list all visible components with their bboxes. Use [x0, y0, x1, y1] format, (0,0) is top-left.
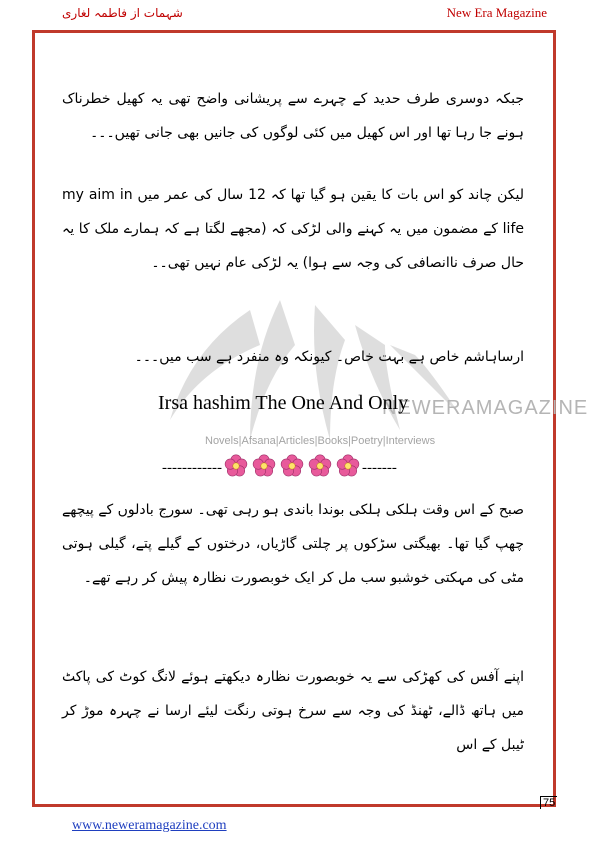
flower-icon [279, 453, 305, 479]
divider-dashes-left: ------------ [162, 460, 222, 476]
paragraph-2: لیکن چاند کو اس بات کا یقین ہو گیا تھا کہ 12 سال کی عمر میں my aim in life کے مضمون میں یہ کہنے والی لڑکی کہ (مجھے لگتا ہے کہ ہمارے ملک کا یہ حال صرف ناانصافی کی وجہ سے ہوا) یہ لڑکی عام نہیں تھی۔۔ [62, 187, 524, 271]
flower-icon [335, 453, 361, 479]
flower-divider [162, 453, 397, 484]
header-magazine-name: New Era Magazine [446, 5, 547, 20]
page-number: 75 [540, 796, 557, 809]
watermark-subtitle: Novels|Afsana|Articles|Books|Poetry|Interviews [205, 435, 436, 447]
footer-website-link[interactable]: www.neweramagazine.com [72, 818, 227, 833]
divider-dashes-right: ------- [361, 460, 397, 476]
header-author: شہمات از فاطمہ لغاری [62, 6, 183, 20]
flower-icon [251, 453, 277, 479]
flower-icon [307, 453, 333, 479]
paragraph-1: جبکہ دوسری طرف حدید کے چہرے سے پریشانی واضح تھی یہ کھیل خطرناک ہونے جا رہا تھا اور اس کھیل میں کئی لوگوں کی جانیں بھی جانی تھیں۔۔۔ [62, 91, 524, 141]
english-title: Irsa hashim The One And Only [158, 392, 409, 414]
flower-icon [223, 453, 249, 479]
paragraph-5: اپنے آفس کی کھڑکی سے یہ خوبصورت نظارہ دیکھتے ہوئے لانگ کوٹ کی پاکٹ میں ہاتھ ڈالے، ٹھنڈ کی وجہ سے سرخ ہوتی رنگت لیئے ارسا نے چہرہ موڑ کر ٹیبل کے اس [62, 669, 524, 753]
watermark-title: NEWERAMAGAZINE [382, 397, 589, 419]
paragraph-3: ارساہاشم خاص ہے بہت خاص۔ کیونکہ وہ منفرد ہے سب میں۔۔۔ [134, 349, 524, 365]
paragraph-4: صبح کے اس وقت ہلکی ہلکی بوندا باندی ہو رہی تھی۔ سورج بادلوں کے پیچھے چھپ گیا تھا۔ بھیگتی سڑکوں پر چلتی گاڑیاں، درختوں کے گیلے پتے، گیلی ہوتی مٹی کی مہکتی خوشبو سب مل کر ایک خوبصورت نظارہ پیش کر رہے تھے۔ [62, 502, 524, 586]
divider-flowers [222, 453, 362, 484]
